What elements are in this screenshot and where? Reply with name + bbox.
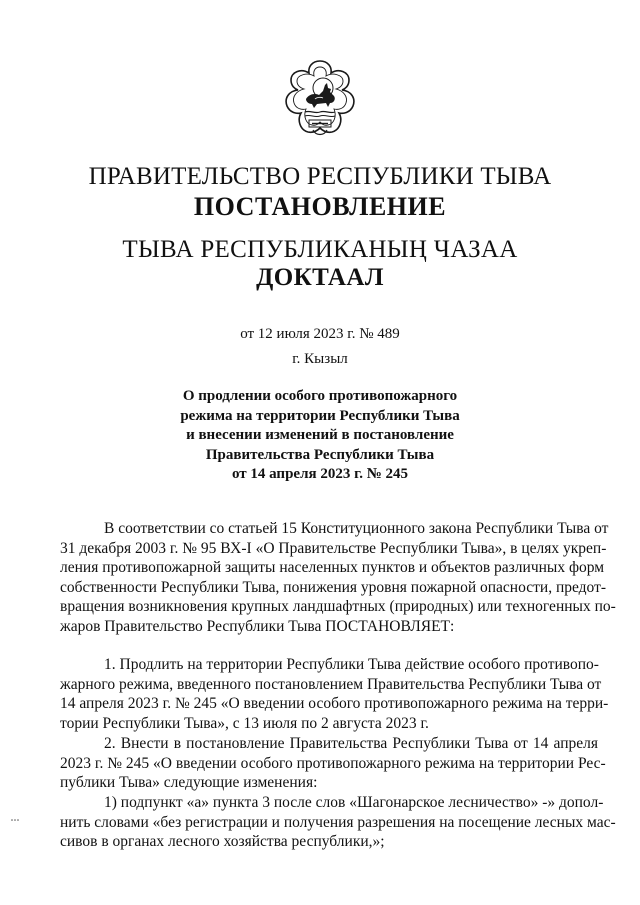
paragraph-line: вращения возникновения крупных ландшафтных (природных) или техногенных по- <box>60 598 616 616</box>
paragraph-line: 1) подпункт «а» пункта 3 после слов «Шагонарское лесничество» -» допол- <box>104 794 604 811</box>
paragraph-line: В соответствии со статьей 15 Конституционного закона Республики Тыва от <box>104 520 609 537</box>
heading-line: О продлении особого противопожарного <box>182 388 458 404</box>
tyva-coat-of-arms-icon <box>279 58 361 146</box>
decree-title: ПОСТАНОВЛЕНИЕ <box>193 192 447 221</box>
scan-artifact-mark <box>10 818 20 822</box>
heading-line: Правительства Республики Тыва <box>205 446 435 463</box>
paragraph-line: 31 декабря 2003 г. № 95 ВХ-I «О Правительстве Республики Тыва», в целях укреп- <box>60 539 607 557</box>
paragraph-line: 2. Внести в постановление Правительства Республики Тыва от 14 апреля <box>104 735 598 752</box>
heading-line: от 14 апреля 2023 г. № 245 <box>231 466 409 482</box>
decree-title-tyva: ДОКТААЛ <box>256 264 384 291</box>
paragraph-line: 14 апреля 2023 г. № 245 «О введении особого противопожарного режима на терри- <box>60 695 609 713</box>
paragraph-line: жарного режима, введенного постановлением Правительства Республики Тыва от <box>60 675 602 693</box>
paragraph-line: 2023 г. № 245 «О введении особого противопожарного режима на территории Рес- <box>60 754 606 772</box>
decree-date: от 12 июля 2023 г. № 489 <box>240 326 400 342</box>
paragraph-line: собственности Республики Тыва, понижения уровня пожарной опасности, предот- <box>60 578 607 596</box>
paragraph-item-2 <box>60 734 606 793</box>
paragraph-subitem-1 <box>60 793 616 852</box>
heading-line: режима на территории Республики Тыва <box>180 407 460 424</box>
paragraph-preamble <box>60 519 616 637</box>
decree-city: г. Кызыл <box>292 351 348 367</box>
decree-heading <box>150 387 490 485</box>
heading-line: и внесении изменений в постановление <box>186 427 454 443</box>
paragraph-line: сивов в органах лесного хозяйства республики,»; <box>60 833 385 851</box>
paragraph-line: тории Республики Тыва», с 13 июля по 2 августа 2023 г. <box>60 714 429 732</box>
government-title: ПРАВИТЕЛЬСТВО РЕСПУБЛИКИ ТЫВА <box>88 163 552 190</box>
paragraph-line: публики Тыва» следующие изменения: <box>60 774 318 792</box>
paragraph-line: ления противопожарной защиты населенных пунктов и объектов различных форм <box>60 559 605 577</box>
paragraph-item-1 <box>60 655 609 733</box>
paragraph-line: жаров Правительство Республики Тыва ПОСТАНОВЛЯЕТ: <box>60 617 455 635</box>
paragraph-line: 1. Продлить на территории Республики Тыва действие особого противопо- <box>104 656 599 673</box>
paragraph-line: нить словами «без регистрации и получения разрешения на посещение лесных мас- <box>60 813 616 831</box>
government-title-tyva: ТЫВА РЕСПУБЛИКАНЫҢ ЧАЗАА <box>122 236 518 263</box>
